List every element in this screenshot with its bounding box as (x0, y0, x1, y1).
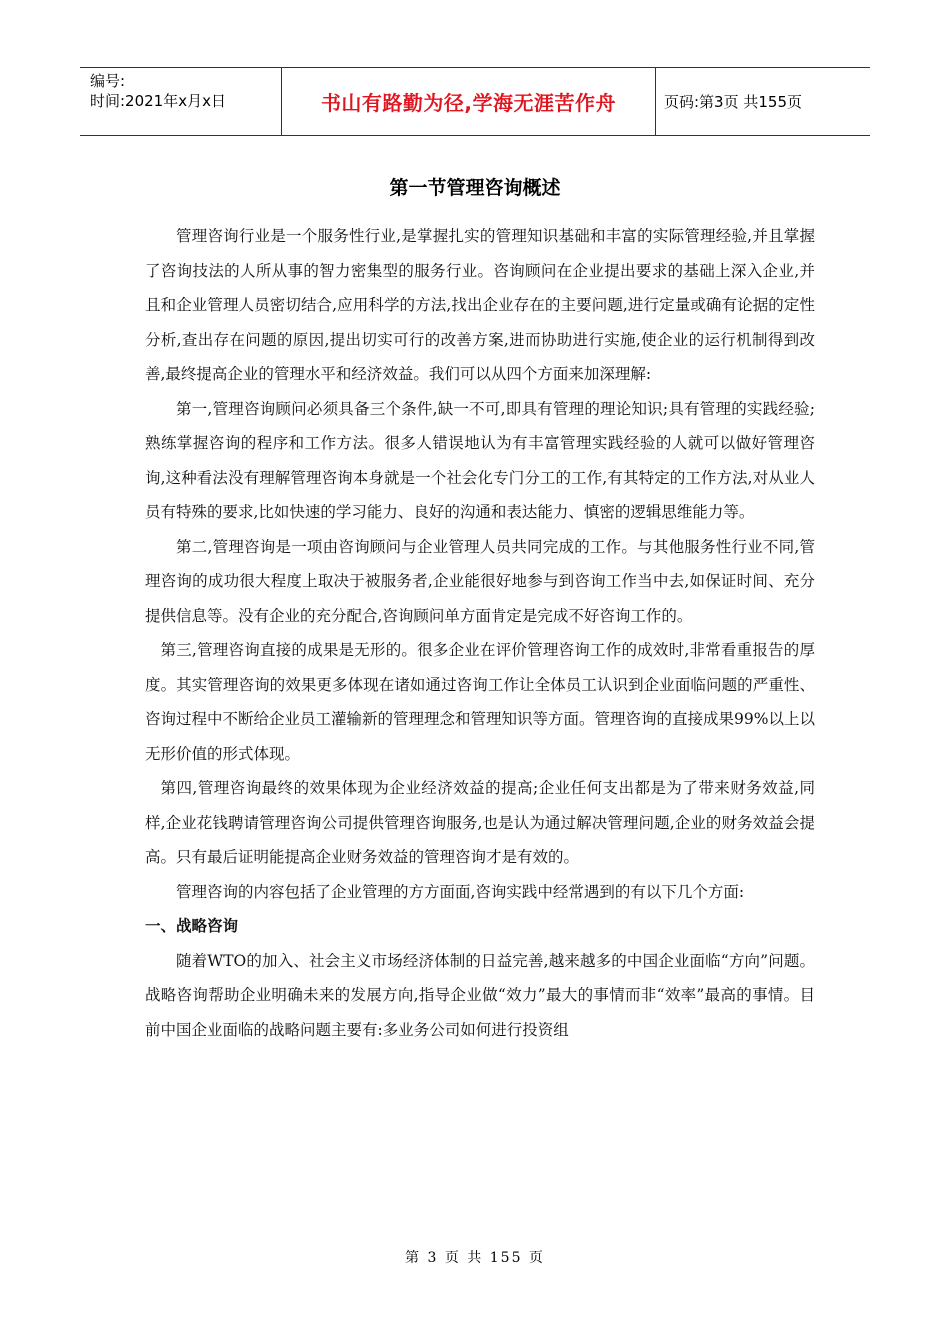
section-title: 第一节管理咨询概述 (389, 177, 561, 199)
document-body (145, 219, 815, 1047)
header-page-info: 页码:第3页 共155页 (664, 93, 802, 111)
header-motto-cell (281, 68, 656, 135)
header-meta-cell (80, 68, 281, 135)
section-heading-strategy: 一、战略咨询 (145, 917, 239, 935)
document-number-label: 编号: (90, 72, 126, 90)
paragraph-fourth-point: 第四,管理咨询最终的效果体现为企业经济效益的提高;企业任何支出都是为了带来财务效益,同样,企业花钱聘请管理咨询公司提供管理咨询服务,也是认为通过解决管理问题,企业的财务效益会提高。只有最后证明能提高企业财务效益的管理咨询才是有效的。 (145, 779, 815, 866)
paragraph-second-point: 第二,管理咨询是一项由咨询顾问与企业管理人员共同完成的工作。与其他服务性行业不同,管理咨询的成功很大程度上取决于被服务者,企业能很好地参与到咨询工作当中去,如保证时间、充分提供信息等。没有企业的充分配合,咨询顾问单方面肯定是完成不好咨询工作的。 (145, 537, 815, 625)
paragraph-content-scope: 管理咨询的内容包括了企业管理的方方面面,咨询实践中经常遇到的有以下几个方面: (176, 882, 745, 901)
paragraph-first-point: 第一,管理咨询顾问必须具备三个条件,缺一不可,即具有管理的理论知识;具有管理的实践经验;熟练掌握咨询的程序和工作方法。很多人错误地认为有丰富管理实践经验的人就可以做好管理咨询,这种看法没有理解管理咨询本身就是一个社会化专门分工的工作,有其特定的工作方法,对从业人员有特殊的要求,比如快速的学习能力、良好的沟通和表达能力、慎密的逻辑思维能力等。 (145, 399, 815, 521)
paragraph-strategy: 随着WTO的加入、社会主义市场经济体制的日益完善,越来越多的中国企业面临“方向”问题。战略咨询帮助企业明确未来的发展方向,指导企业做“效力”最大的事情而非“效率”最高的事情。目前中国企业面临的战略问题主要有:多业务公司如何进行投资组 (145, 951, 815, 1039)
document-date-label: 时间:2021年x月x日 (90, 92, 226, 110)
page-footer: 第 3 页 共 155 页 (405, 1250, 545, 1266)
paragraph-third-point: 第三,管理咨询直接的成果是无形的。很多企业在评价管理咨询工作的成效时,非常看重报告的厚度。其实管理咨询的效果更多体现在诸如通过咨询工作让全体员工认识到企业面临问题的严重性、咨询过程中不断给企业员工灌输新的管理理念和管理知识等方面。管理咨询的直接成果99%以上以无形价值的形式体现。 (145, 641, 815, 763)
paragraph-intro: 管理咨询行业是一个服务性行业,是掌握扎实的管理知识基础和丰富的实际管理经验,并且掌握了咨询技法的人所从事的智力密集型的服务行业。咨询顾问在企业提出要求的基础上深入企业,并且和企业管理人员密切结合,应用科学的方法,找出企业存在的主要问题,进行定量或确有论据的定性分析,查出存在问题的原因,提出切实可行的改善方案,进而协助进行实施,使企业的运行机制得到改善,最终提高企业的管理水平和经济效益。我们可以从四个方面来加深理解: (145, 227, 815, 383)
header-motto: 书山有路勤为径,学海无涯苦作舟 (320, 91, 617, 115)
header-page-cell (656, 68, 870, 135)
header-table (80, 67, 870, 136)
